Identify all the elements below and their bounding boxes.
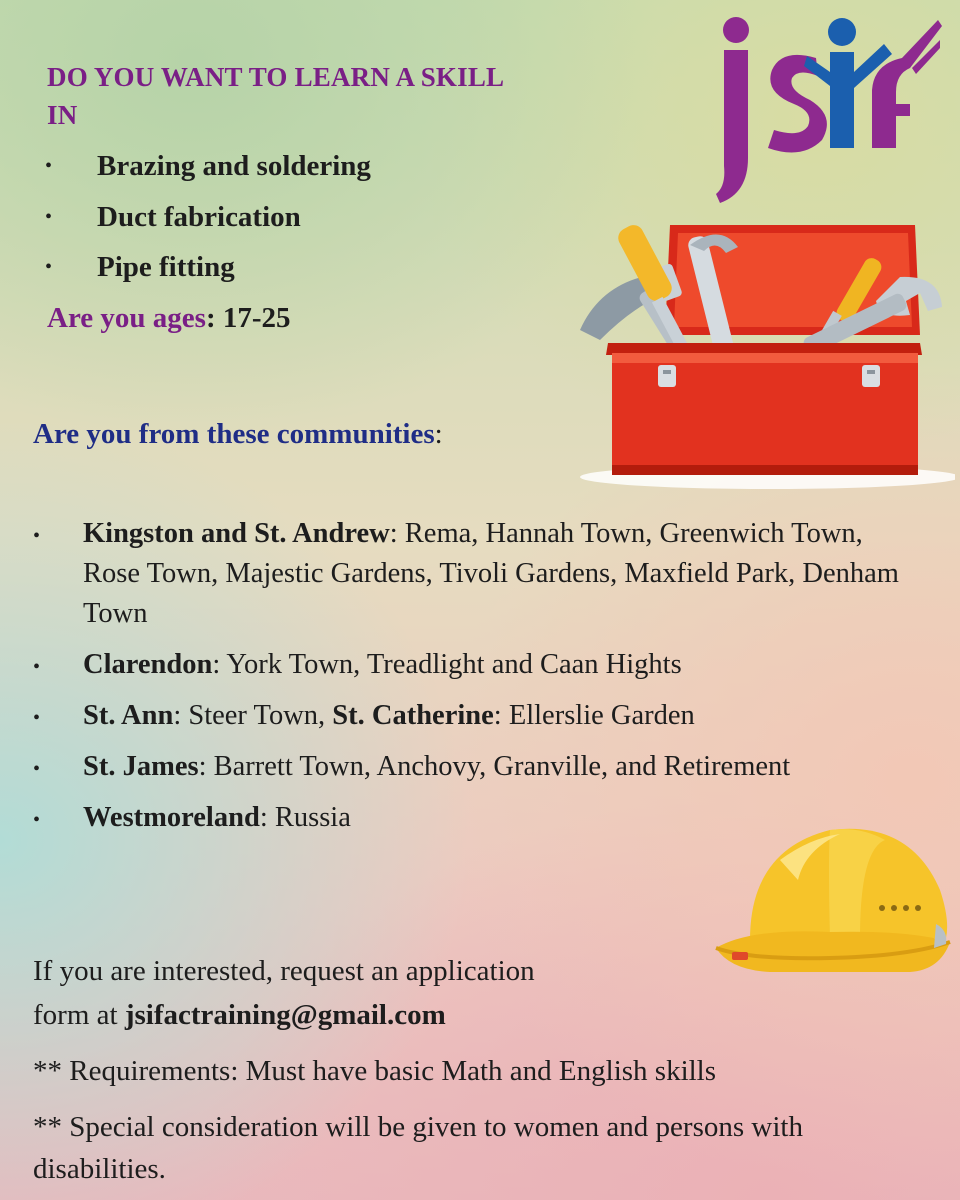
communities-question-text: Are you from these communities <box>33 418 435 450</box>
parish-colon: : <box>198 751 207 782</box>
parish-colon: : <box>173 700 182 731</box>
community-item <box>33 696 913 736</box>
bullet: • <box>33 809 41 831</box>
parish-colon: : <box>259 802 268 833</box>
ages-colon: : <box>205 302 216 334</box>
skill-item <box>45 245 371 296</box>
parish-name: Clarendon <box>83 649 213 680</box>
skill-label: Duct fabrication <box>97 200 301 233</box>
bullet: • <box>45 256 53 278</box>
community-places: Russia <box>267 802 351 833</box>
bullet: • <box>33 656 41 678</box>
parish-name: St. Ann <box>83 700 174 731</box>
skills-list <box>45 144 371 296</box>
communities-question-colon: : <box>434 418 443 450</box>
parish-name: St. James <box>83 751 199 782</box>
skill-item <box>45 195 371 246</box>
contact-prefix: form at <box>33 999 125 1031</box>
jsif-logo <box>712 8 944 208</box>
toolbox-icon <box>570 215 955 495</box>
community-item <box>33 645 913 685</box>
skill-item <box>45 144 371 195</box>
ages-question: Are you ages <box>47 302 206 334</box>
community-item <box>33 514 913 634</box>
skill-label: Pipe fitting <box>97 251 235 283</box>
community-places: York Town, Treadlight and Caan Hights <box>220 649 682 680</box>
bullet: • <box>45 155 53 177</box>
ages-value: 17-25 <box>215 302 291 334</box>
special-consideration-text: ** Special consideration will be given to women and persons with disabilities. <box>33 1111 803 1185</box>
parish-colon: : <box>493 700 502 731</box>
parish-name-secondary: St. Catherine <box>332 700 494 731</box>
community-places: Ellerslie Garden <box>501 700 695 731</box>
parish-colon: : <box>389 518 398 549</box>
contact-line-1: If you are interested, request an application <box>33 955 535 987</box>
communities-question <box>33 414 443 454</box>
communities-list <box>33 514 913 849</box>
skill-label: Brazing and soldering <box>97 150 371 182</box>
community-places: Steer Town, <box>181 700 333 731</box>
contact-line-2 <box>33 994 933 1036</box>
requirements-text: ** Requirements: Must have basic Math and English skills <box>33 1055 717 1087</box>
ages-line <box>47 298 291 338</box>
parish-name: Westmoreland <box>83 802 260 833</box>
contact-email[interactable]: jsifactraining@gmail.com <box>124 999 446 1031</box>
heading: DO YOU WANT TO LEARN A SKILL IN <box>47 62 503 130</box>
community-item <box>33 747 913 787</box>
bullet: • <box>45 205 53 228</box>
community-places: Rema, Hannah Town, Greenwich Town, Rose Town, Majestic Gardens, Tivoli Gardens, Maxfield Park, Denham Town <box>83 518 899 629</box>
parish-colon: : <box>212 649 221 680</box>
bullet: • <box>33 525 41 547</box>
parish-name: Kingston and St. Andrew <box>83 518 390 549</box>
community-places: Barrett Town, Anchovy, Granville, and Retirement <box>206 751 791 782</box>
bullet: • <box>33 758 41 780</box>
bullet: • <box>33 707 41 729</box>
